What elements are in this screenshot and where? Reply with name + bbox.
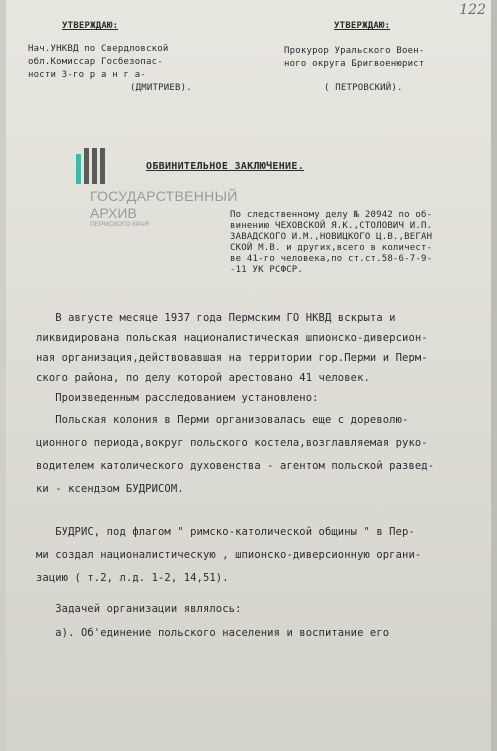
- archive-logo-icon: [74, 146, 114, 186]
- case-line: СКОЙ М.В. и других,всего в количест-: [230, 243, 433, 253]
- body-line: БУДРИС, под флагом " римско-католической общины " в Пер-: [36, 526, 415, 538]
- case-line: По следственному делу № 20942 по об-: [230, 210, 433, 220]
- approval-right-line: Прокурор Уральского Воен-: [284, 46, 425, 56]
- body-line: ки - ксендзом БУДРИСОМ.: [36, 483, 184, 495]
- body-line: Польская колония в Перми организовалась еще с дореволю-: [36, 414, 409, 426]
- approval-left-line: обл.Комиссар Госбезопас-: [28, 57, 163, 67]
- case-line: -11 УК РСФСР.: [230, 265, 304, 275]
- body-line: ми создал националистическую , шпионско-диверсионную органи-: [36, 549, 422, 561]
- archive-logo-line1: ГОСУДАРСТВЕННЫЙ: [90, 188, 238, 204]
- document-title: ОБВИНИТЕЛЬНОЕ ЗАКЛЮЧЕНИЕ.: [146, 161, 305, 172]
- body-line: ского района, по делу которой арестовано 41 человек.: [36, 372, 370, 384]
- archive-logo-line3: ПЕРМСКОГО КРАЯ: [90, 221, 149, 228]
- approval-left-name: (ДМИТРИЕВ).: [130, 83, 192, 93]
- body-line: ликвидирована польская националистическая шпионско-диверсион-: [36, 332, 428, 344]
- case-line: ЗАВАДСКОГО И.М.,НОВИЦКОГО Ц.В.,ВЕГАН: [230, 232, 433, 242]
- body-line: ционного периода,вокруг польского костела,возглавляемая руко-: [36, 437, 428, 449]
- approval-right-name: ( ПЕТРОВСКИЙ).: [324, 83, 403, 93]
- body-line: а). Об'единение польского населения и воспитание его: [36, 627, 390, 639]
- body-line: ная организация,действовавшая на территории гор.Перми и Перм-: [36, 352, 428, 364]
- page-number: 122: [459, 2, 486, 18]
- archive-logo-line2: АРХИВ: [90, 205, 137, 221]
- document-page: [6, 0, 494, 751]
- approval-left-line: ности 3-го р а н г а-: [28, 70, 146, 80]
- case-line: ве 41-го человека,по ст.ст.58-6-7-9-: [230, 254, 433, 264]
- page-edge: [491, 0, 497, 751]
- body-line: Произведенным расследованием установлено:: [36, 392, 319, 404]
- approval-right-heading: УТВЕРЖДАЮ:: [334, 21, 391, 31]
- case-line: винению ЧЕХОВСКОЙ Я.К.,СТОЛОВИЧ И.П.: [230, 221, 433, 231]
- approval-left-heading: УТВЕРЖДАЮ:: [62, 21, 119, 31]
- approval-right-line: ного округа Бригвоенюрист: [284, 59, 425, 69]
- body-line: Задачей организации являлось:: [36, 603, 242, 615]
- approval-left-line: Нач.УНКВД по Свердловской: [28, 44, 169, 54]
- body-line: В августе месяце 1937 года Пермским ГО НКВД вскрыта и: [36, 312, 396, 324]
- body-line: зацию ( т.2, л.д. 1-2, 14,51).: [36, 572, 229, 584]
- body-line: водителем католического духовенства - агентом польской развед-: [36, 460, 435, 472]
